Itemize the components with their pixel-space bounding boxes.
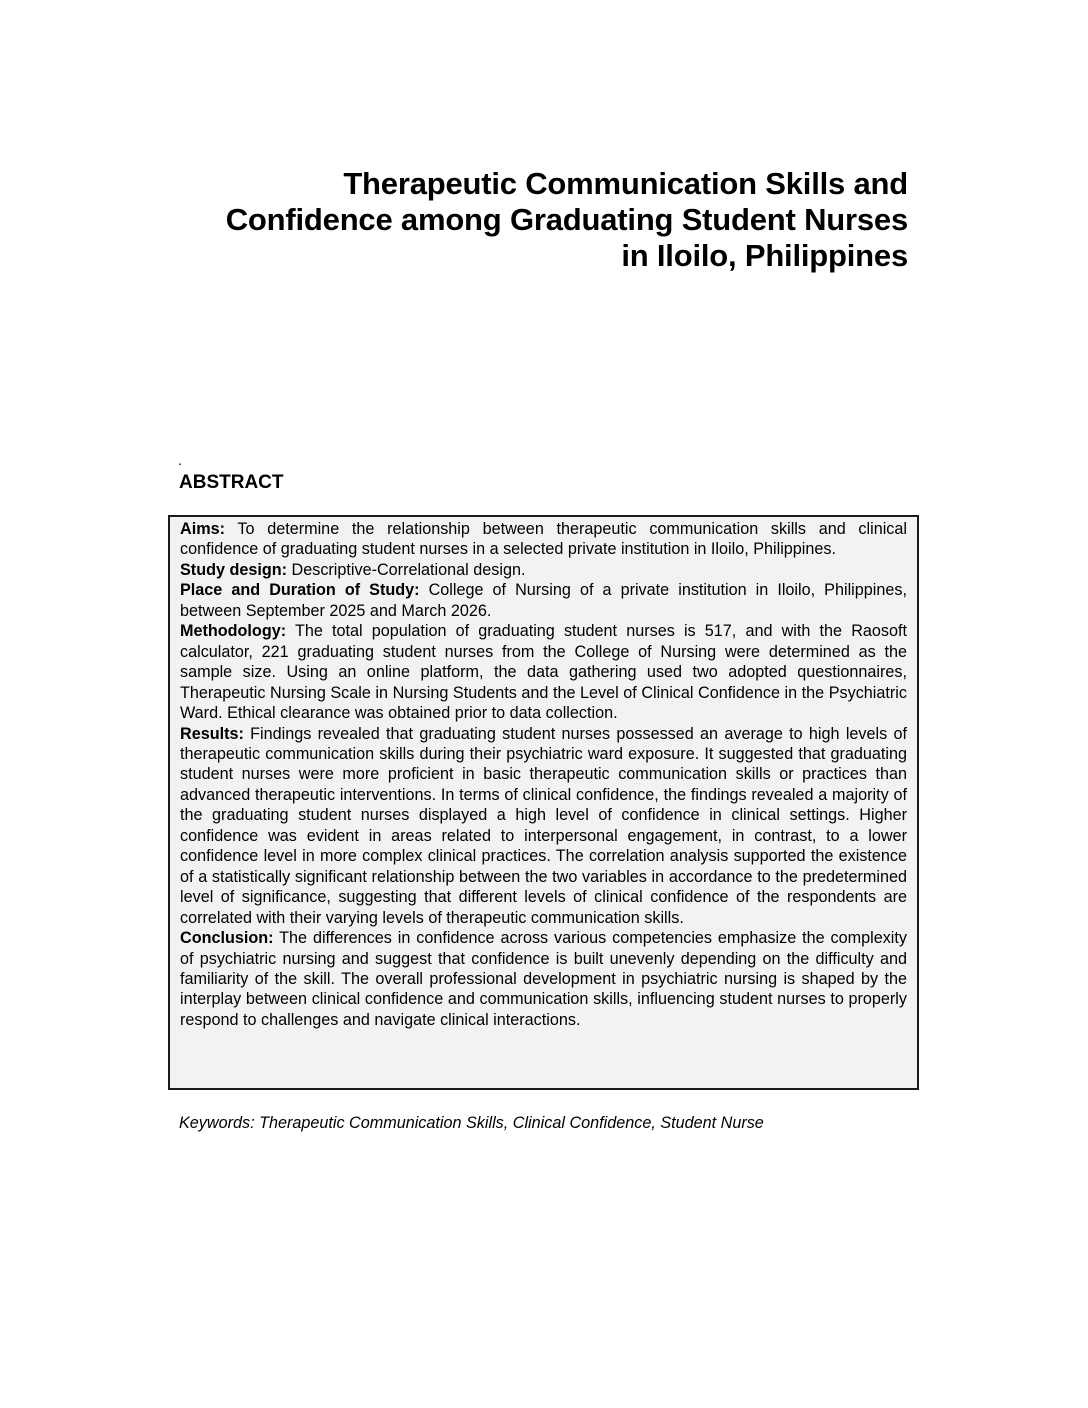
keywords: Keywords: Therapeutic Communication Skills, Clinical Confidence, Student Nurse (179, 1114, 764, 1132)
abstract-place-duration (180, 580, 907, 621)
conclusion-label: Conclusion: (180, 929, 274, 948)
abstract-study-design (180, 560, 907, 580)
aims-text: To determine the relationship between therapeutic communication skills and clinical confidence of graduating student nurses in a selected private institution in Iloilo, Philippines. (180, 520, 907, 559)
conclusion-text: The differences in confidence across various competencies emphasize the complexity of psychiatric nursing and suggest that confidence is built unevenly depending on the difficulty and familiarity of the skill. The overall professional development in psychiatric nursing is shaped by the interplay between clinical confidence and communication skills, influencing student nurses to properly respond to challenges and navigate clinical interactions. (180, 929, 907, 1029)
abstract-conclusion (180, 928, 907, 1030)
methodology-label: Methodology: (180, 622, 287, 641)
results-text: Findings revealed that graduating student nurses possessed an average to high levels of therapeutic communication skills during their psychiatric ward exposure. It suggested that graduating student nurses were more proficient in basic therapeutic communication skills or practices than advanced therapeutic interventions. In terms of clinical confidence, the findings revealed a majority of the graduating student nurses displayed a high level of confidence in clinical settings. Higher confidence was evident in areas related to interpersonal engagement, in contrast, to a lower confidence level in more complex clinical practices. The correlation analysis supported the existence of a statistically significant relationship between the two variables in accordance to the predetermined level of significance, suggesting that different levels of clinical confidence of the respondents are correlated with their varying levels of therapeutic communication skills. (180, 724, 907, 927)
abstract-results (180, 724, 907, 929)
title-line-3: in Iloilo, Philippines (621, 238, 908, 273)
title-line-1: Therapeutic Communication Skills and (343, 166, 908, 201)
abstract-heading: ABSTRACT (179, 472, 284, 493)
study-design-text: Descriptive-Correlational design. (287, 560, 526, 579)
abstract-aims (180, 519, 907, 560)
aims-label: Aims: (180, 520, 225, 538)
stray-mark: . (178, 452, 182, 468)
study-design-label: Study design: (180, 560, 288, 579)
results-label: Results: (180, 724, 244, 743)
paper-title (160, 166, 908, 274)
methodology-text: The total population of graduating student nurses is 517, and with the Raosoft calculator, 221 graduating student nurses from the College of Nursing were determined as the sample size. Using an online platform, the data gathering used two adopted questionnaires, Therapeutic Nursing Scale in Nursing Students and the Level of Clinical Confidence in the Psychiatric Ward. Ethical clearance was obtained prior to data collection. (180, 622, 907, 723)
place-duration-label: Place and Duration of Study: (180, 581, 420, 600)
abstract-box (168, 515, 919, 1090)
title-line-2: Confidence among Graduating Student Nurses (225, 202, 908, 237)
place-duration-text: College of Nursing of a private institution in Iloilo, Philippines, between September 2025 and March 2026. (180, 581, 907, 620)
abstract-methodology (180, 621, 907, 723)
